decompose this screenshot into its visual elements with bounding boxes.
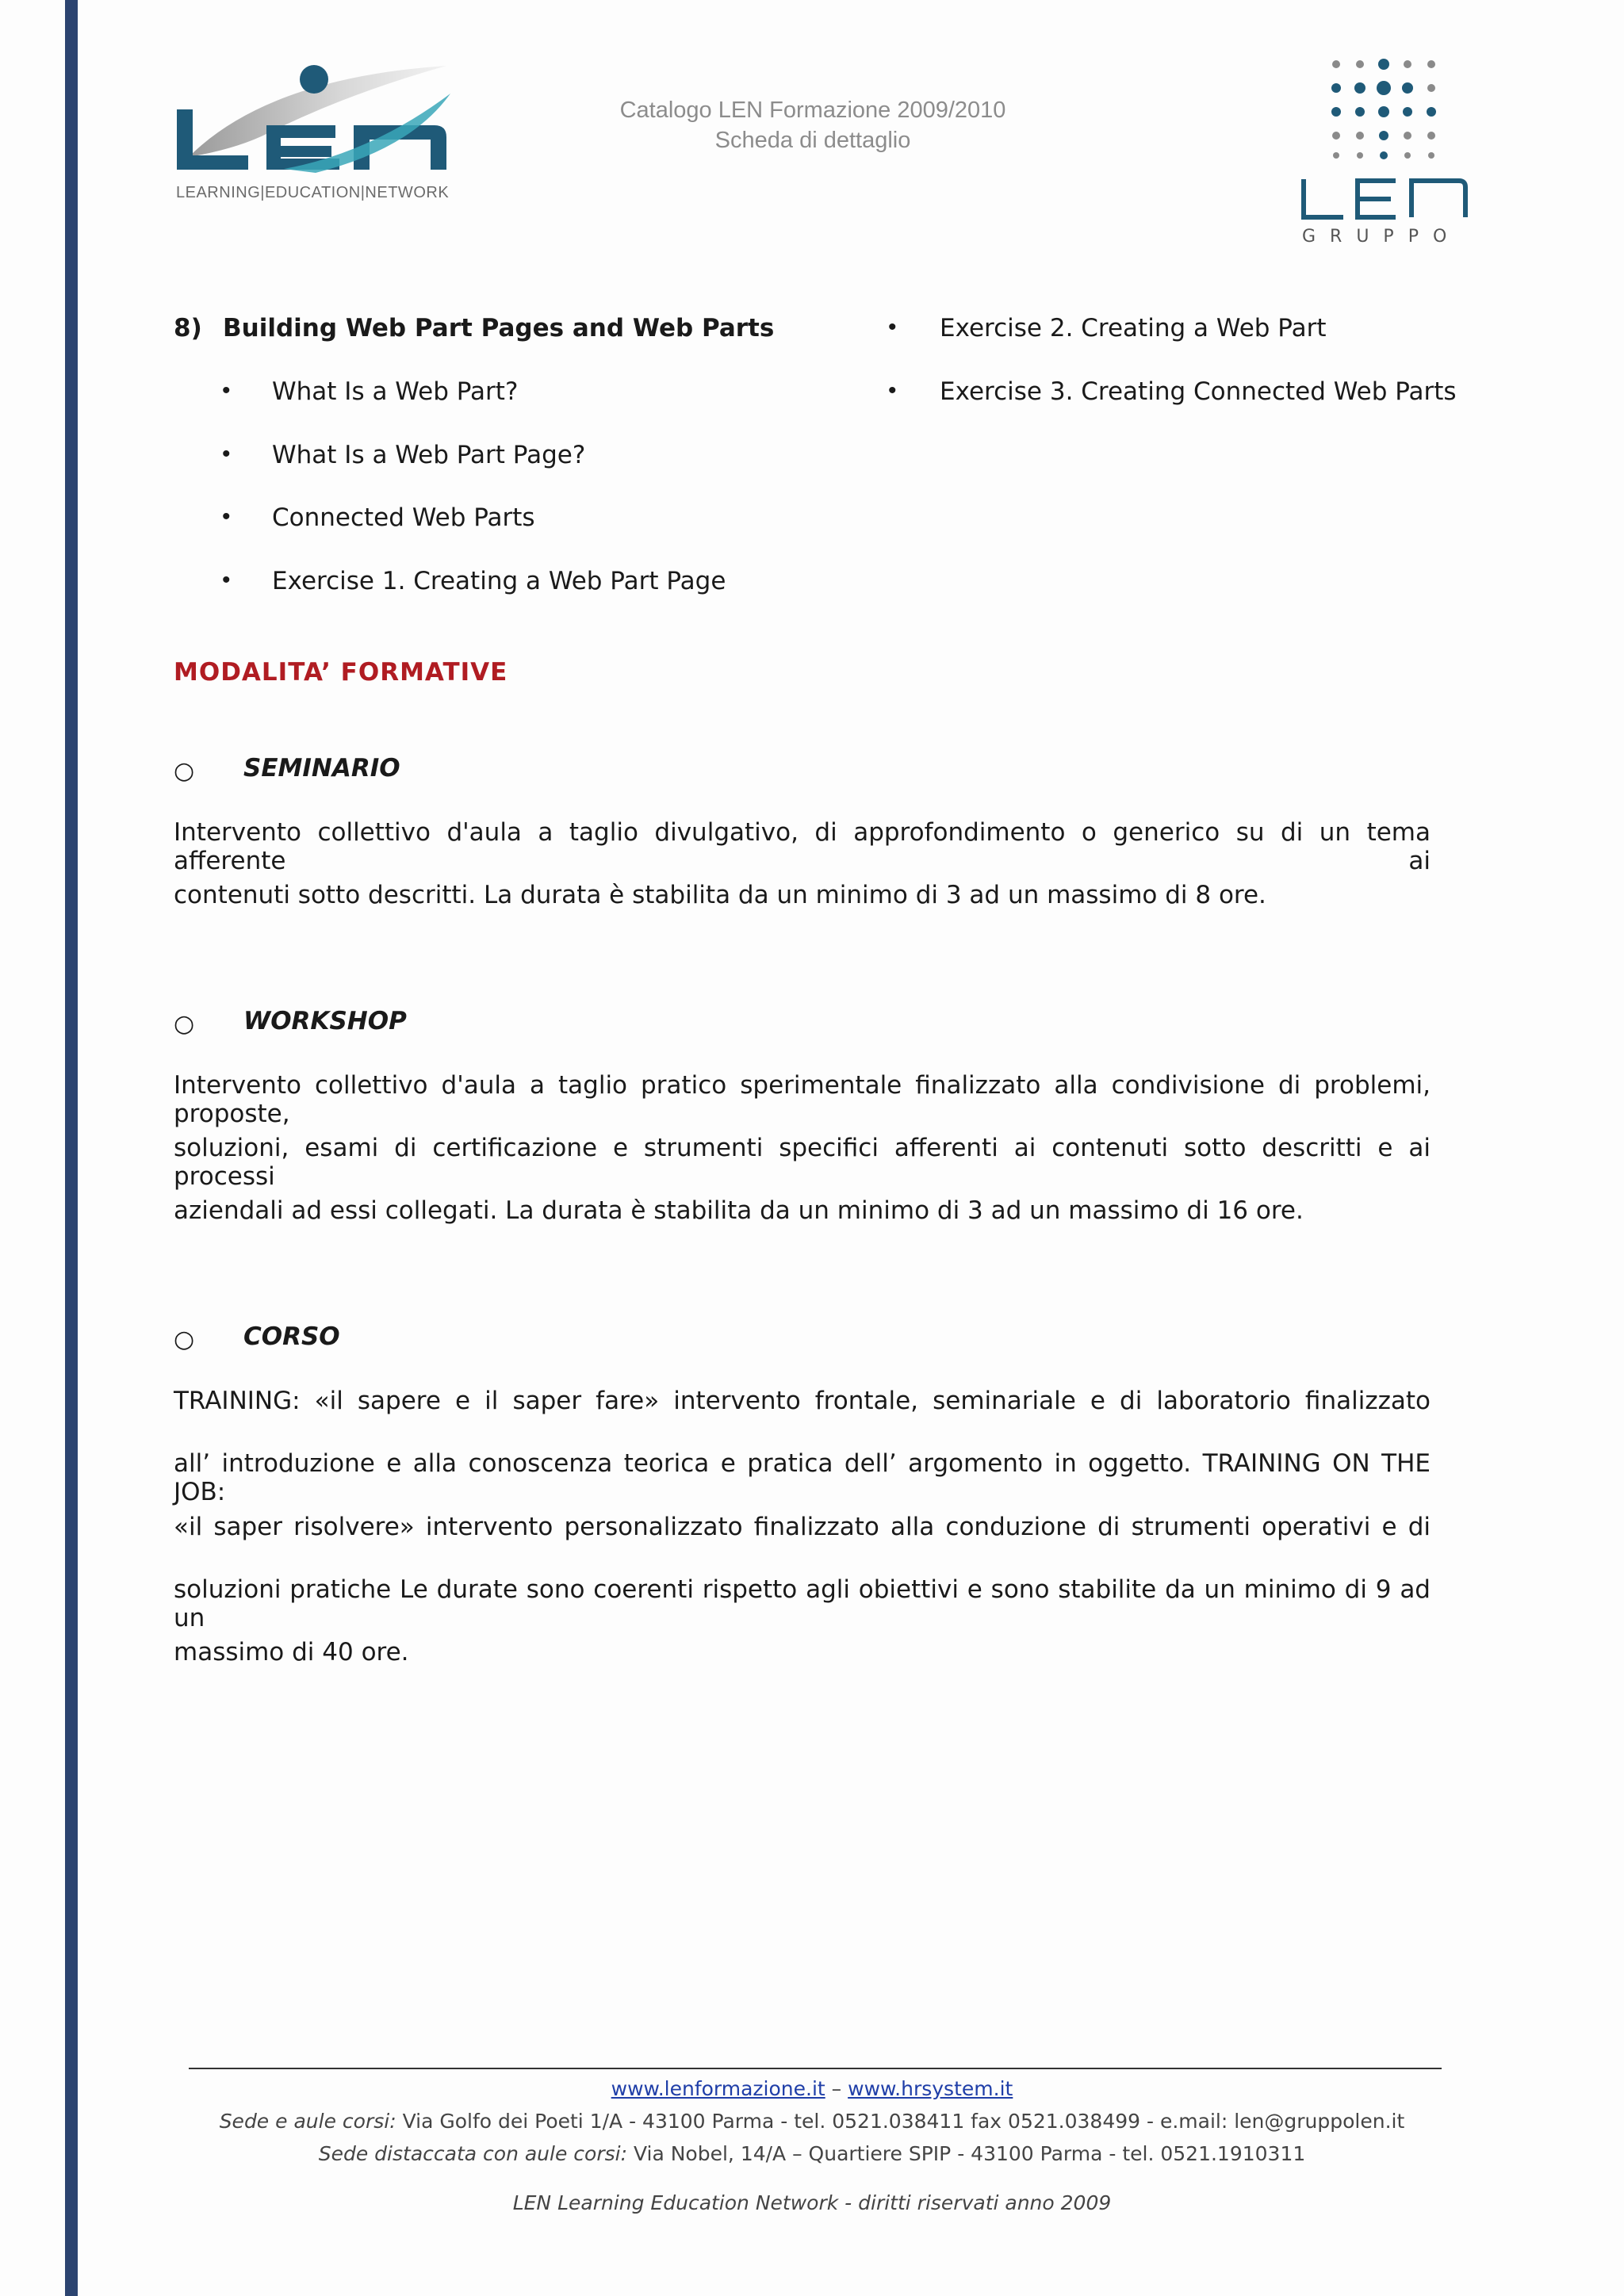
footer-divider: [189, 2068, 1442, 2069]
workshop-line: aziendali ad essi collegati. La durata è stabilita da un minimo di 3 ad un massimo di 16 ore.: [174, 1196, 1304, 1225]
workshop-line: soluzioni, esami di certificazione e strumenti specifici afferenti ai contenuti sotto descritti e ai processi: [174, 1134, 1431, 1191]
sede-address: Via Golfo dei Poeti 1/A - 43100 Parma - tel. 0521.038411 fax 0521.038499 - e.mail: len@gruppolen.it: [396, 2110, 1405, 2133]
bullet-icon: •: [222, 503, 231, 530]
distaccata-address: Via Nobel, 14/A – Quartiere SPIP - 43100 Parma - tel. 0521.1910311: [627, 2142, 1306, 2165]
hrsystem-link[interactable]: www.hrsystem.it: [848, 2077, 1013, 2100]
list-item: Connected Web Parts: [272, 503, 535, 532]
bullet-icon: •: [222, 567, 231, 593]
modalita-heading: MODALITA’ FORMATIVE: [174, 658, 508, 687]
distaccata-label: Sede distaccata con aule corsi:: [318, 2142, 628, 2165]
section-number: 8): [174, 314, 202, 342]
lenformazione-link[interactable]: www.lenformazione.it: [611, 2077, 825, 2100]
bullet-icon: •: [888, 377, 897, 404]
gruppo-logo-word: GRUPPO: [1302, 227, 1461, 247]
catalog-subtitle: Scheda di dettaglio: [714, 128, 911, 153]
list-item: Exercise 3. Creating Connected Web Parts: [940, 377, 1457, 406]
circle-bullet-icon: ○: [174, 1326, 195, 1353]
len-logo-graphic: [173, 62, 458, 181]
catalog-header: [555, 95, 1071, 155]
footer-sede: [0, 2110, 1624, 2133]
corso-title: CORSO: [243, 1322, 340, 1351]
footer-sede-distaccata: [0, 2142, 1624, 2165]
catalog-title: Catalogo LEN Formazione 2009/2010: [619, 98, 1006, 123]
footer-links: [0, 2077, 1624, 2100]
footer-rights: LEN Learning Education Network - diritti riservati anno 2009: [512, 2191, 1112, 2214]
footer-link-separator: –: [825, 2077, 848, 2100]
corso-line: all’ introduzione e alla conoscenza teorica e pratica dell’ argomento in oggetto. TRAINING ON THE JOB:: [174, 1449, 1431, 1506]
circle-bullet-icon: ○: [174, 1010, 195, 1038]
page-left-border: [65, 0, 78, 2296]
bullet-icon: •: [888, 314, 897, 340]
corso-line: massimo di 40 ore.: [174, 1638, 409, 1667]
seminario-title: SEMINARIO: [243, 754, 400, 783]
seminario-line: contenuti sotto descritti. La durata è stabilita da un minimo di 3 ad un massimo di 8 ore.: [174, 881, 1266, 909]
section-title: Building Web Part Pages and Web Parts: [223, 314, 775, 342]
list-item: Exercise 1. Creating a Web Part Page: [272, 567, 726, 595]
list-item: What Is a Web Part?: [272, 377, 519, 406]
corso-line: soluzioni pratiche Le durate sono coerenti rispetto agli obiettivi e sono stabilite da un minimo di 9 ad un: [174, 1575, 1431, 1632]
bullet-icon: •: [222, 441, 231, 467]
list-item: Exercise 2. Creating a Web Part: [940, 314, 1327, 342]
circle-bullet-icon: ○: [174, 757, 195, 785]
workshop-title: WORKSHOP: [243, 1007, 407, 1035]
dots-pattern-icon: [1293, 52, 1475, 223]
bullet-icon: •: [222, 377, 231, 404]
corso-line: TRAINING: «il sapere e il saper fare» intervento frontale, seminariale e di laboratorio finalizzato: [174, 1387, 1431, 1415]
workshop-line: Intervento collettivo d'aula a taglio pratico sperimentale finalizzato alla condivisione di problemi, proposte,: [174, 1071, 1431, 1128]
seminario-line: Intervento collettivo d'aula a taglio divulgativo, di approfondimento o generico su di un tema afferente ai: [174, 818, 1431, 875]
len-gruppo-logo: [1293, 52, 1475, 258]
len-logo-tagline: LEARNING|EDUCATION|NETWORK: [176, 184, 450, 201]
len-logo: [173, 62, 458, 209]
corso-line: «il saper risolvere» intervento personalizzato finalizzato alla conduzione di strumenti operativi e di: [174, 1513, 1431, 1541]
sede-label: Sede e aule corsi:: [219, 2110, 396, 2133]
list-item: What Is a Web Part Page?: [272, 441, 586, 469]
